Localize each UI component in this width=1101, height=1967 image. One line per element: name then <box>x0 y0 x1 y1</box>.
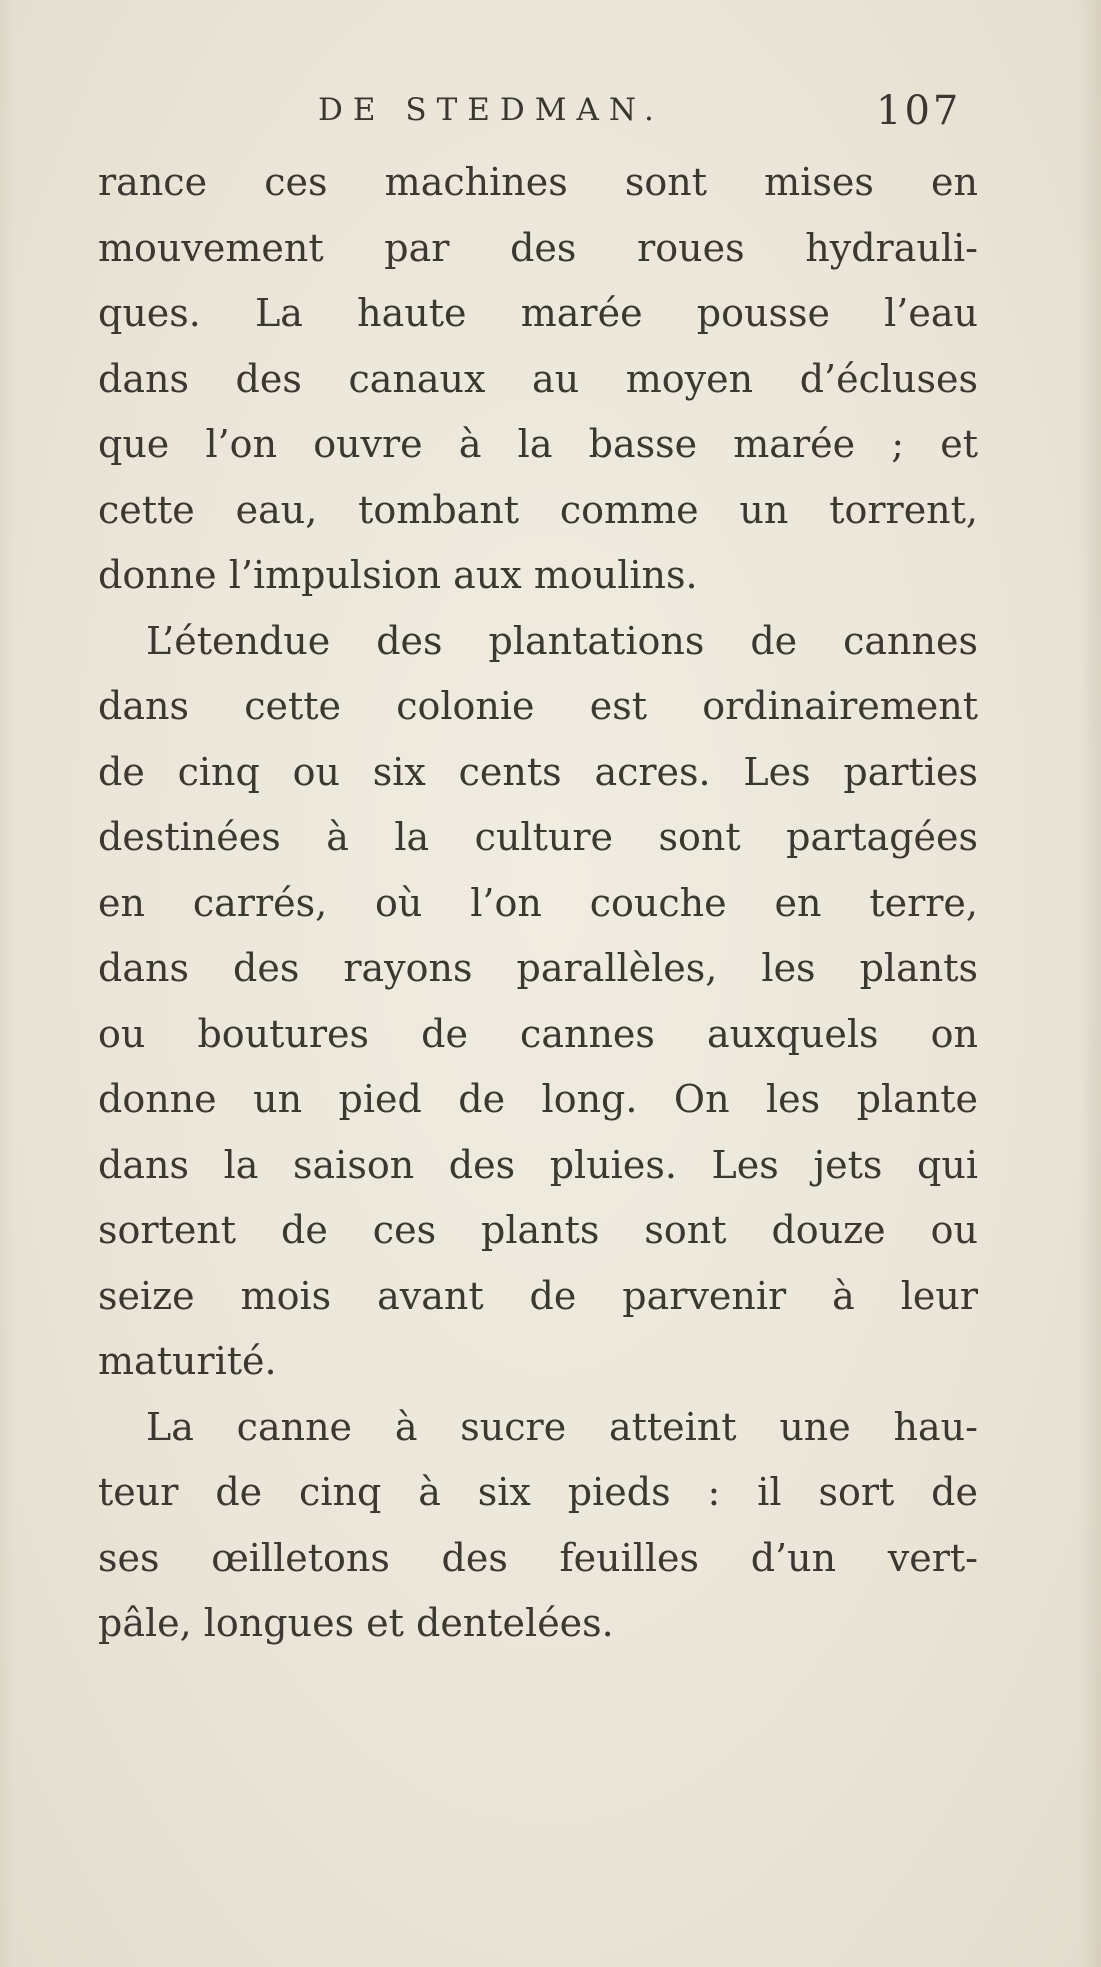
text-line: sortent de ces plants sont douze ou <box>98 1208 978 1252</box>
text-line: mouvement par des roues hydrauli- <box>98 225 978 270</box>
paragraph-3 <box>98 1395 978 1657</box>
text-line: destinées à la culture sont partagées <box>98 815 978 859</box>
text-line: L’étendue des plantations de cannes <box>146 618 978 663</box>
page-edge-shadow-left <box>0 0 14 1967</box>
text-line: en carrés, où l’on couche en terre, <box>98 880 978 925</box>
text-line: ques. La haute marée pousse l’eau <box>98 291 978 335</box>
paragraph-1 <box>98 150 978 609</box>
running-head: DE STEDMAN. <box>318 92 664 128</box>
body-text <box>98 150 978 1657</box>
text-line: dans cette colonie est ordinairement <box>98 684 978 728</box>
text-line: ses œilletons des feuilles d’un vert- <box>98 1535 978 1580</box>
text-line: rance ces machines sont mises en <box>98 160 978 204</box>
text-line: dans des canaux au moyen d’écluses <box>98 356 978 401</box>
text-line: teur de cinq à six pieds : il sort de <box>98 1470 978 1514</box>
page-edge-shadow-right <box>1079 0 1101 1967</box>
text-line: que l’on ouvre à la basse marée ; et <box>98 422 978 466</box>
text-line: maturité. <box>98 1339 277 1383</box>
text-line: donne l’impulsion aux moulins. <box>98 553 698 597</box>
text-line: de cinq ou six cents acres. Les parties <box>98 749 978 794</box>
text-line: seize mois avant de parvenir à leur <box>98 1273 978 1318</box>
page-number: 107 <box>876 88 962 134</box>
text-line: dans des rayons parallèles, les plants <box>98 946 978 990</box>
text-line: La canne à sucre atteint une hau- <box>146 1404 978 1449</box>
text-line: pâle, longues et dentelées. <box>98 1601 614 1645</box>
text-line: dans la saison des pluies. Les jets qui <box>98 1142 978 1187</box>
text-line: donne un pied de long. On les plante <box>98 1077 978 1121</box>
text-line: cette eau, tombant comme un torrent, <box>98 487 978 532</box>
paragraph-2 <box>98 609 978 1395</box>
text-line: ou boutures de cannes auxquels on <box>98 1011 978 1056</box>
